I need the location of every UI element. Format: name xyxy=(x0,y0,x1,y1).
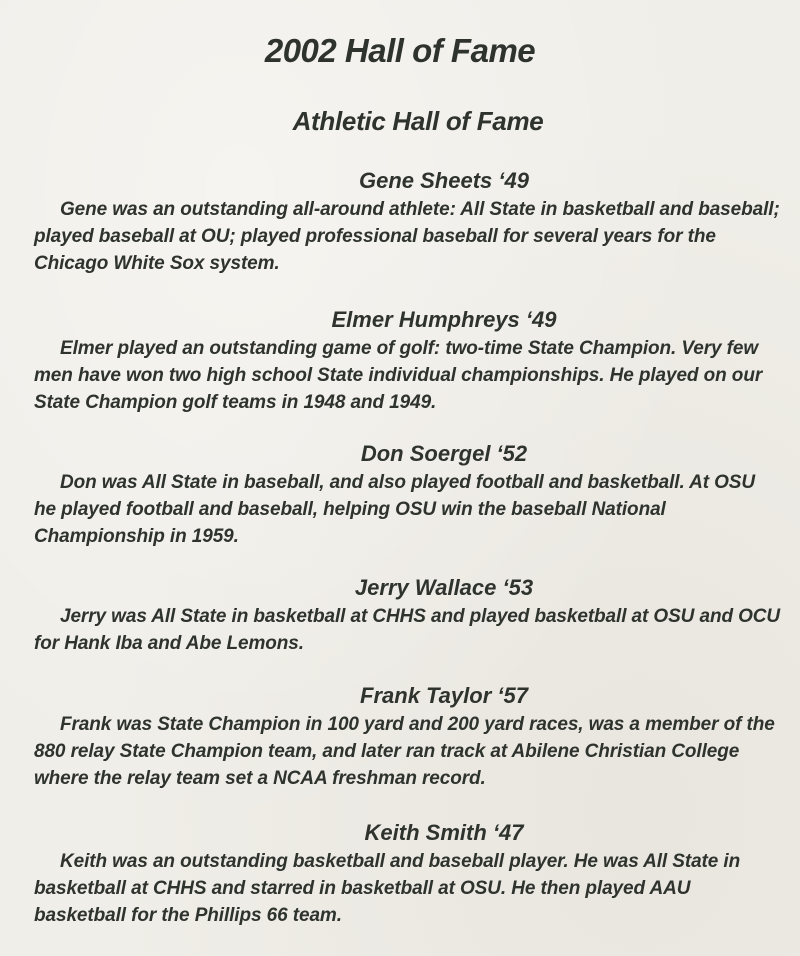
inductee-entry xyxy=(34,683,782,792)
section-title: Athletic Hall of Fame xyxy=(292,106,544,136)
inductee-name: Elmer Humphreys ‘49 xyxy=(331,307,557,332)
page-title: 2002 Hall of Fame xyxy=(264,32,536,69)
inductee-entry xyxy=(34,307,782,416)
inductee-name: Keith Smith ‘47 xyxy=(364,820,524,845)
inductee-entry xyxy=(34,820,782,929)
inductee-description: Keith was an outstanding basketball and baseball player. He was All State in basketball at CHHS and starred in basketball at OSU. He then played AAU basketball for the Phillips 66 team. xyxy=(34,851,741,926)
inductee-entry xyxy=(34,575,782,657)
inductee-name: Don Soergel ‘52 xyxy=(360,441,528,466)
inductee-description: Elmer played an outstanding game of golf: two-time State Champion. Very few men have won two high school State individual championships. He played on our State Champion golf teams in 1948 and 1949. xyxy=(34,338,763,413)
inductee-name: Jerry Wallace ‘53 xyxy=(354,575,534,600)
inductee-description: Jerry was All State in basketball at CHHS and played basketball at OSU and OCU for Hank Iba and Abe Lemons. xyxy=(34,606,781,654)
inductee-name: Gene Sheets ‘49 xyxy=(359,168,529,193)
inductee-entry xyxy=(34,168,782,277)
inductee-description: Gene was an outstanding all-around athlete: All State in basketball and baseball; played baseball at OU; played professional baseball for several years for the Chicago White Sox system. xyxy=(34,199,780,274)
inductee-name: Frank Taylor ‘57 xyxy=(360,683,528,708)
inductee-entry xyxy=(34,441,782,550)
inductee-description: Don was All State in baseball, and also played football and basketball. At OSU he played football and baseball, helping OSU win the baseball National Championship in 1959. xyxy=(34,472,755,547)
inductee-description: Frank was State Champion in 100 yard and 200 yard races, was a member of the 880 relay State Champion team, and later ran track at Abilene Christian College where the relay team set a NCAA freshman record. xyxy=(34,714,775,789)
